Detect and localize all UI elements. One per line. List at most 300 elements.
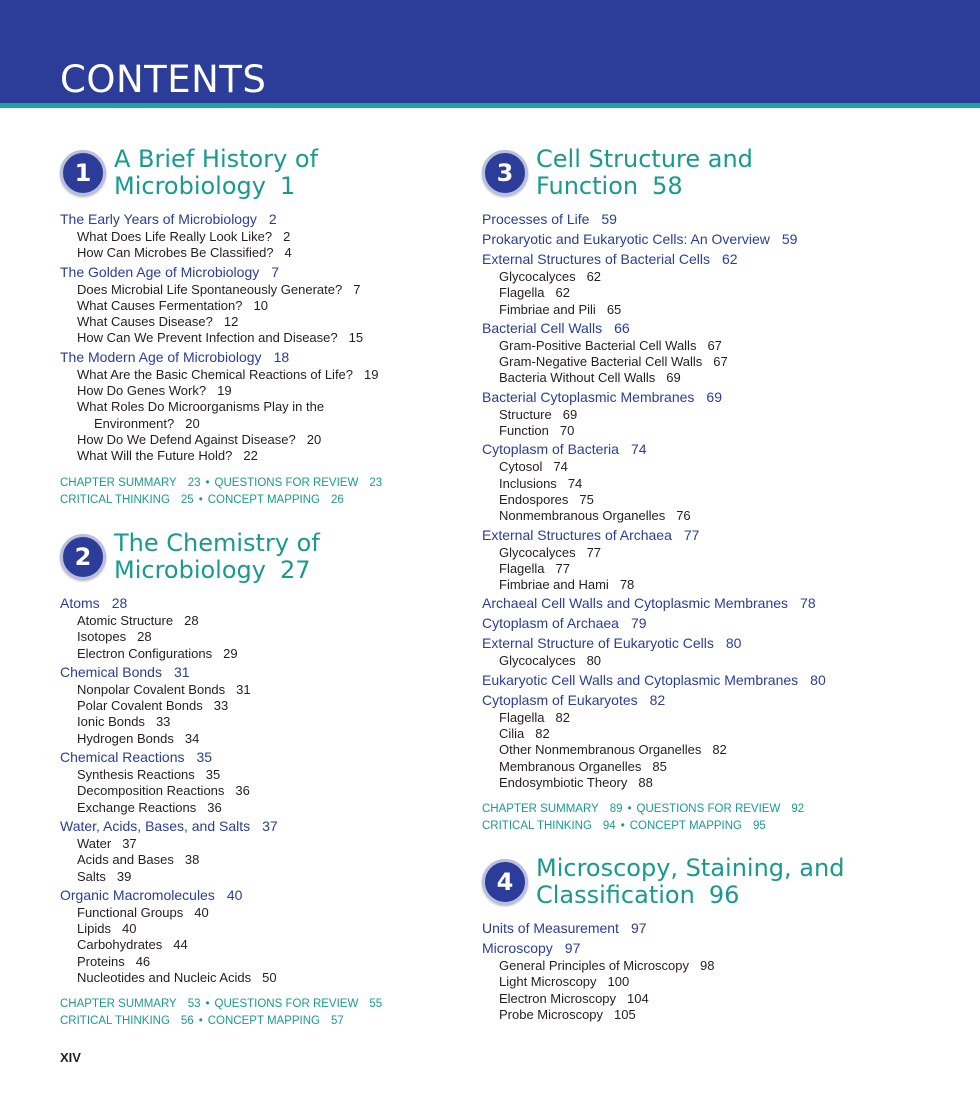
chapter-2 [60,529,460,1030]
entry-page: 97 [564,940,581,956]
bullet-separator: • [198,1015,203,1028]
entry-page: 66 [614,319,630,336]
entry-title: Other Nonmembranous Organelles [499,742,702,758]
toc-subsection-entry[interactable] [60,783,460,799]
critical-thinking-label[interactable]: CRITICAL THINKING [60,493,170,506]
chapter-title-line1: Microscopy, Staining, and [536,854,845,882]
entry-title: Salts [77,868,106,884]
entry-title: Units of Measurement [482,920,619,936]
entry-title: Synthesis Reactions [77,767,195,783]
entry-page: 70 [559,423,575,439]
toc-subsection-entry[interactable] [482,1007,882,1023]
chapter-title[interactable] [536,855,916,909]
critical-thinking-label[interactable]: CRITICAL THINKING [482,820,592,833]
toc-subsection-entry[interactable] [482,459,882,475]
entry-title: What Causes Disease? [77,314,213,330]
entry-page: 77 [683,526,700,543]
toc-subsection-entry[interactable] [60,731,460,747]
toc-subsection-entry[interactable] [60,767,460,783]
entry-title: Bacterial Cytoplasmic Membranes [482,388,695,405]
entry-title: Chemical Reactions [60,749,185,766]
entry-title: The Modern Age of Microbiology [60,348,262,365]
entry-page: 80 [725,635,742,652]
toc-subsection-entry[interactable] [482,545,882,561]
entry-title: Cytosol [499,459,543,475]
entry-page: 31 [236,681,251,697]
chapter-heading [60,529,460,590]
toc-subsection-entry[interactable] [60,383,460,399]
entry-page: 38 [184,852,200,868]
entry-page: 74 [553,459,568,475]
toc-subsection-entry[interactable] [60,905,460,921]
end-matter-line [482,801,882,818]
toc-section-entry[interactable] [60,885,460,905]
questions-for-review-label[interactable]: QUESTIONS FOR REVIEW [214,476,359,489]
toc-section-entry[interactable] [482,209,882,229]
entry-page: 78 [800,595,816,612]
questions-for-review-page: 55 [369,998,383,1011]
chapter-1 [60,145,460,509]
bullet-separator: • [205,476,210,489]
toc-section-entry[interactable] [482,229,882,249]
chapter-title-line1: The Chemistry of [114,529,320,557]
chapter-end-matter [60,475,460,509]
toc-section-entry[interactable] [482,690,882,710]
toc-entry-list [482,918,882,1023]
chapter-end-matter [60,996,460,1030]
entry-title: Gram-Positive Bacterial Cell Walls [499,337,697,353]
entry-page: 104 [627,990,649,1006]
critical-thinking-label[interactable]: CRITICAL THINKING [60,1015,170,1028]
entry-title: Processes of Life [482,211,590,227]
toc-section-entry[interactable] [482,613,882,633]
entry-title: Endospores [499,491,569,507]
entry-page: 80 [586,653,602,669]
chapter-title-line2-text: Microbiology [114,172,266,200]
questions-for-review-page: 23 [369,476,383,489]
toc-subsection-entry[interactable] [482,302,882,318]
entry-title: Functional Groups [77,904,184,920]
entry-page: 62 [721,251,738,267]
chapter-title-line2 [114,557,494,584]
entry-page: 29 [223,645,238,661]
entry-title: Cilia [499,726,525,742]
chapter-title-line2-text: Classification [536,881,695,909]
toc-section-entry[interactable] [60,593,460,613]
entry-title: Exchange Reactions [77,799,197,815]
entry-title: Fimbriae and Pili [499,301,596,317]
entry-page: 74 [630,441,647,458]
entry-title: Bacteria Without Cell Walls [499,370,656,386]
entry-title: Inclusions [499,475,557,491]
entry-page: 20 [185,415,200,431]
entry-title: Carbohydrates [77,937,163,953]
toc-subsection-entry[interactable] [60,629,460,645]
entry-page: 46 [135,953,151,969]
entry-title: External Structure of Eukaryotic Cells [482,635,714,652]
entry-page: 18 [273,348,290,365]
entry-title: Bacterial Cell Walls [482,319,603,336]
entry-page: 40 [194,904,209,920]
entry-title: Environment? [94,415,175,431]
entry-page: 39 [116,868,132,884]
chapter-number-badge: 1 [60,150,106,196]
entry-title: Water [77,835,112,851]
toc-subsection-entry[interactable] [60,921,460,937]
entry-title: Fimbriae and Hami [499,577,609,593]
chapter-3 [482,145,882,835]
questions-for-review-label[interactable]: QUESTIONS FOR REVIEW [636,803,781,816]
entry-page: 77 [586,544,602,560]
entry-page: 33 [155,714,171,730]
entry-page: 7 [271,263,280,280]
toc-subsection-entry[interactable] [482,974,882,990]
toc-subsection-entry[interactable] [482,653,882,669]
toc-subsection-entry[interactable] [60,954,460,970]
entry-page: 67 [713,354,728,370]
entry-page: 35 [196,749,213,766]
entry-title: How Do Genes Work? [77,383,207,399]
chapter-page: 96 [708,881,740,909]
toc-section-entry[interactable] [60,262,460,282]
concept-mapping-label[interactable]: CONCEPT MAPPING [629,820,742,833]
entry-page: 2 [283,229,291,244]
toc-section-entry[interactable] [60,747,460,767]
entry-page: 85 [652,758,667,774]
toc-section-entry[interactable] [482,249,882,269]
toc-subsection-entry[interactable] [60,937,460,953]
entry-title: Glycocalyces [499,269,576,284]
entry-title: Eukaryotic Cell Walls and Cytoplasmic Membranes [482,671,799,688]
entry-title: Membranous Organelles [499,758,642,774]
chapter-title-line1: A Brief History of [114,145,319,173]
toc-subsection-entry[interactable] [60,970,460,986]
entry-title: Structure [499,406,552,422]
entry-title: Water, Acids, Bases, and Salts [60,817,251,834]
entry-title: Light Microscopy [499,974,597,990]
toc-subsection-entry[interactable] [60,298,460,314]
chapter-title-line2 [114,173,494,200]
entry-page: 82 [649,691,666,708]
chapter-title-line2-text: Microbiology [114,556,266,584]
toc-subsection-entry[interactable] [482,958,882,974]
concept-mapping-label[interactable]: CONCEPT MAPPING [207,493,320,506]
toc-entry-list [482,209,882,791]
entry-title: Nonpolar Covalent Bonds [77,681,226,697]
entry-title: Flagella [499,285,545,301]
entry-title: Endosymbiotic Theory [499,774,628,790]
toc-section-entry[interactable] [60,662,460,682]
entry-page: 80 [810,671,826,688]
toc-section-entry[interactable] [482,670,882,690]
page-number: XIV [60,1050,81,1065]
toc-subsection-entry[interactable] [60,869,460,885]
entry-page: 12 [223,314,239,330]
entry-page: 62 [555,285,570,301]
entry-title: Lipids [77,921,111,937]
entry-title: The Golden Age of Microbiology [60,263,260,280]
entry-title: How Can We Prevent Infection and Disease? [77,330,338,346]
toc-subsection-entry[interactable] [60,682,460,698]
toc-subsection-entry[interactable] [482,354,882,370]
toc-subsection-entry[interactable] [482,561,882,577]
chapter-summary-page: 23 [187,476,201,489]
bullet-separator: • [620,820,625,833]
chapter-title[interactable] [114,146,494,200]
concept-mapping-page: 57 [330,1015,344,1028]
entry-page: 98 [700,958,715,973]
entry-title: Chemical Bonds [60,663,162,680]
entry-page: 34 [184,730,200,746]
toc-subsection-entry[interactable] [60,646,460,662]
chapter-title[interactable] [536,146,916,200]
toc-subsection-entry[interactable] [482,759,882,775]
toc-subsection-entry[interactable] [482,338,882,354]
entry-title: Flagella [499,709,545,725]
critical-thinking-page: 25 [180,493,194,506]
toc-subsection-entry[interactable] [482,492,882,508]
entry-title: Electron Microscopy [499,990,617,1006]
chapter-title[interactable] [114,530,494,584]
entry-title: Decomposition Reactions [77,783,225,799]
entry-title: Ionic Bonds [77,714,145,730]
toc-subsection-entry[interactable] [60,800,460,816]
entry-page: 36 [235,783,250,799]
entry-page: 59 [781,231,798,247]
entry-title: Nucleotides and Nucleic Acids [77,970,252,986]
bullet-separator: • [198,493,203,506]
entry-title: What Does Life Really Look Like? [77,229,273,244]
toc-subsection-entry[interactable] [482,726,882,742]
toc-subsection-entry[interactable] [482,285,882,301]
entry-page: 76 [676,508,691,524]
entry-page: 4 [284,245,292,261]
entry-page: 28 [137,629,152,645]
toc-entry-list [60,593,460,986]
toc-subsection-entry[interactable] [60,245,460,261]
entry-page: 69 [666,370,681,386]
entry-page: 28 [184,613,199,628]
entry-title: The Early Years of Microbiology [60,211,257,227]
chapter-heading [482,145,882,206]
entry-title: What Causes Fermentation? [77,297,243,313]
entry-page: 33 [213,698,229,714]
entry-page: 7 [353,281,361,297]
chapter-title-line2-text: Function [536,172,639,200]
toc-subsection-entry[interactable] [60,698,460,714]
toc-subsection-entry[interactable] [482,775,882,791]
toc-subsection-entry[interactable] [482,710,882,726]
entry-title: Function [499,423,549,439]
toc-section-entry[interactable] [482,593,882,613]
toc-subsection-entry[interactable] [60,432,460,448]
chapter-title-line1: Cell Structure and [536,145,753,173]
toc-subsection-entry[interactable] [60,314,460,330]
toc-section-entry[interactable] [60,209,460,229]
entry-page: 67 [707,337,722,353]
entry-page: 62 [586,269,602,284]
toc-subsection-entry[interactable] [60,836,460,852]
entry-page: 88 [638,774,653,790]
toc-section-entry[interactable] [482,318,882,338]
bullet-separator: • [627,803,632,816]
bullet-separator: • [205,998,210,1011]
toc-subsection-entry[interactable] [60,613,460,629]
entry-page: 69 [706,388,722,405]
entry-title: Cytoplasm of Bacteria [482,441,619,458]
entry-page: 65 [606,301,622,317]
toc-subsection-entry[interactable] [60,367,460,383]
chapter-heading [482,854,882,915]
end-matter-line [60,475,460,492]
entry-title: How Do We Defend Against Disease? [77,431,296,447]
entry-page: 20 [306,431,322,447]
entry-title: Atoms [60,595,100,611]
toc-subsection-entry[interactable] [482,370,882,386]
entry-page: 36 [207,799,222,815]
toc-section-entry[interactable] [482,439,882,459]
page-title: CONTENTS [60,58,267,101]
entry-title: Gram-Negative Bacterial Cell Walls [499,354,703,370]
toc-section-entry[interactable] [482,387,882,407]
toc-subsection-entry[interactable] [482,423,882,439]
entry-title: General Principles of Microscopy [499,958,690,973]
toc-subsection-entry[interactable] [60,330,460,346]
questions-for-review-label[interactable]: QUESTIONS FOR REVIEW [214,998,359,1011]
entry-page: 79 [630,615,647,632]
toc-subsection-entry[interactable] [60,852,460,868]
toc-subsection-entry[interactable] [482,991,882,1007]
toc-section-entry[interactable] [482,525,882,545]
toc-subsection-entry[interactable] [482,407,882,423]
entry-title: What Roles Do Microorganisms Play in the [77,399,325,415]
entry-title: Microscopy [482,940,553,956]
chapter-number-badge: 2 [60,534,106,580]
entry-page: 10 [253,297,268,313]
toc-subsection-entry[interactable] [60,399,460,415]
entry-page: 50 [262,970,277,986]
entry-page: 59 [601,211,617,227]
chapter-number-badge: 3 [482,150,528,196]
entry-page: 82 [555,709,570,725]
entry-title: Glycocalyces [499,544,576,560]
chapter-end-matter [482,801,882,835]
entry-page: 31 [173,663,190,680]
chapter-4 [482,854,882,1023]
entry-page: 19 [364,366,379,382]
toc-section-entry[interactable] [482,633,882,653]
chapter-title-line2 [536,882,916,909]
entry-title: Prokaryotic and Eukaryotic Cells: An Overview [482,231,770,247]
toc-entry-list [60,209,460,465]
entry-title: Atomic Structure [77,613,174,628]
critical-thinking-page: 94 [602,820,616,833]
toc-subsection-entry[interactable] [60,448,460,464]
entry-page: 40 [121,921,137,937]
entry-title: External Structures of Archaea [482,526,672,543]
toc-subsection-entry[interactable] [60,229,460,245]
toc-subsection-entry[interactable] [482,476,882,492]
entry-page: 100 [607,974,630,990]
entry-title: Polar Covalent Bonds [77,698,203,714]
entry-title: Glycocalyces [499,653,576,669]
chapter-page: 27 [279,556,311,584]
end-matter-line [60,492,460,509]
entry-title: Does Microbial Life Spontaneously Generate? [77,281,343,297]
chapter-summary-page: 53 [187,998,201,1011]
entry-page: 69 [562,406,578,422]
critical-thinking-page: 56 [180,1015,194,1028]
entry-title: Archaeal Cell Walls and Cytoplasmic Membranes [482,595,789,612]
entry-page: 105 [614,1006,636,1022]
entry-title: Proteins [77,953,125,969]
toc-subsection-entry[interactable] [482,577,882,593]
questions-for-review-page: 92 [791,803,805,816]
entry-page: 37 [122,835,137,851]
entry-title: Cytoplasm of Eukaryotes [482,691,638,708]
chapter-summary-page: 89 [609,803,623,816]
entry-page: 44 [173,937,188,953]
chapter-summary-label[interactable]: CHAPTER SUMMARY [482,803,599,816]
entry-title: Probe Microscopy [499,1006,604,1022]
concept-mapping-page: 95 [752,820,766,833]
entry-title: What Will the Future Hold? [77,448,233,464]
entry-title: How Can Microbes Be Classified? [77,245,274,261]
entry-page: 97 [630,920,647,936]
header-rule [0,103,980,108]
toc-subsection-entry[interactable] [60,416,460,432]
entry-title: Nonmembranous Organelles [499,508,666,524]
toc-section-entry[interactable] [60,816,460,836]
entry-page: 28 [111,595,128,611]
entry-title: Electron Configurations [77,645,213,661]
entry-page: 2 [268,211,277,227]
toc-section-entry[interactable] [60,347,460,367]
end-matter-line [482,818,882,835]
entry-page: 75 [579,491,594,507]
end-matter-line [60,996,460,1013]
chapter-number-badge: 4 [482,859,528,905]
entry-page: 19 [217,383,232,399]
entry-page: 82 [712,742,727,758]
toc-subsection-entry[interactable] [482,508,882,524]
concept-mapping-label[interactable]: CONCEPT MAPPING [207,1015,320,1028]
entry-title: Hydrogen Bonds [77,730,174,746]
entry-page: 77 [555,560,570,576]
chapter-summary-label[interactable]: CHAPTER SUMMARY [60,476,177,489]
entry-title: Acids and Bases [77,852,174,868]
chapter-summary-label[interactable]: CHAPTER SUMMARY [60,998,177,1011]
toc-section-entry[interactable] [482,938,882,958]
entry-page: 82 [535,726,550,742]
toc-subsection-entry[interactable] [60,714,460,730]
chapter-title-line2 [536,173,916,200]
entry-page: 15 [348,330,364,346]
entry-page: 78 [619,577,635,593]
chapter-page: 1 [279,172,296,200]
toc-subsection-entry[interactable] [60,282,460,298]
entry-page: 35 [205,767,221,783]
entry-title: Organic Macromolecules [60,886,215,903]
entry-title: External Structures of Bacterial Cells [482,251,710,267]
entry-page: 37 [262,817,278,834]
toc-subsection-entry[interactable] [482,742,882,758]
concept-mapping-page: 26 [330,493,344,506]
toc-section-entry[interactable] [482,918,882,938]
toc-subsection-entry[interactable] [482,269,882,285]
entry-title: Cytoplasm of Archaea [482,615,619,632]
entry-page: 22 [243,448,258,464]
